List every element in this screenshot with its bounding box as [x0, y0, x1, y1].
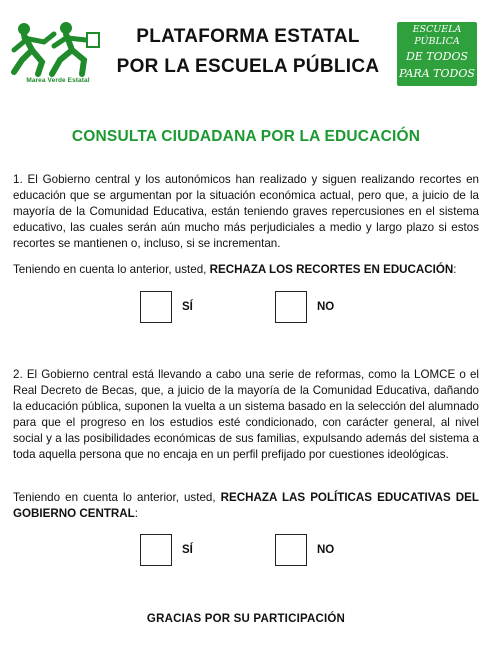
title-line-1: PLATAFORMA ESTATAL — [136, 26, 360, 47]
consultation-subtitle: CONSULTA CIUDADANA POR LA EDUCACIÓN — [71, 128, 421, 145]
question-1-prompt-prefix: Teniendo en cuenta lo anterior, usted, — [13, 263, 210, 276]
question-1-prompt — [13, 262, 479, 278]
title-line-2: POR LA ESCUELA PÚBLICA — [116, 56, 380, 77]
question-2-yes-checkbox[interactable] — [140, 534, 172, 566]
escuela-publica-logo — [397, 22, 477, 86]
question-2-text: 2. El Gobierno central está llevando a cabo una serie de reformas, como la LOMCE o el Real Decreto de Becas, que, a juicio de la mayoría de la Comunidad Educativa, dañando la educación pública, suponen la vuelta a un sistema basado en la selección del alumnado para que el progreso en los estudios esté condicionado, con carácter general, al nivel social y a las posibilidades económicas de sus familias, expulsando además del sistema a toda aquella persona que no encaja en un perfil prefijado por cuestiones ideológicas. — [13, 368, 479, 461]
running-children-icon — [10, 20, 106, 78]
question-2-prompt-prefix: Teniendo en cuenta lo anterior, usted, — [13, 491, 221, 504]
question-1-answers — [0, 291, 492, 327]
question-2-no-checkbox[interactable] — [275, 534, 307, 566]
question-1-prompt-bold: RECHAZA LOS RECORTES EN EDUCACIÓN — [209, 263, 454, 276]
question-1-no-label: NO — [317, 301, 335, 313]
question-1-no-checkbox[interactable] — [275, 291, 307, 323]
right-logo-text — [397, 24, 477, 82]
question-2-yes-label: SÍ — [182, 544, 193, 556]
question-2-prompt-bold: RECHAZA LAS POLÍTICAS EDUCATIVAS DEL GOBIERNO CENTRAL — [13, 491, 479, 520]
question-2-no-label: NO — [317, 544, 335, 556]
question-1-text: 1. El Gobierno central y los autonómicos han realizado y siguen realizando recortes en educación que se argumentan por la situación económica actual, pero que, a juicio de la mayoría de la Comunidad Educativa, están teniendo graves repercusiones en el sistema educativo, las cuales serán aún mucho más perjudiciales a medio y largo plazo si estos recortes se mantienen o, incluso, si se incrementan. — [13, 173, 479, 250]
question-2-prompt-suffix: : — [134, 506, 138, 520]
question-1-yes-checkbox[interactable] — [140, 291, 172, 323]
right-logo-line-3: PARA TODOS — [399, 67, 475, 80]
thanks-footer: GRACIAS POR SU PARTICIPACIÓN — [146, 613, 346, 625]
page-title — [108, 22, 388, 82]
document-header — [0, 14, 492, 90]
question-1-yes-label: SÍ — [182, 301, 193, 313]
question-2-prompt — [13, 490, 479, 522]
marea-verde-logo — [10, 20, 106, 92]
right-logo-line-1: ESCUELA PÚBLICA — [412, 24, 462, 47]
left-logo-caption: Marea Verde Estatal — [26, 77, 90, 84]
question-2-answers — [0, 534, 492, 570]
right-logo-line-2: DE TODOS — [405, 50, 469, 63]
question-1-prompt-suffix: : — [453, 263, 457, 276]
